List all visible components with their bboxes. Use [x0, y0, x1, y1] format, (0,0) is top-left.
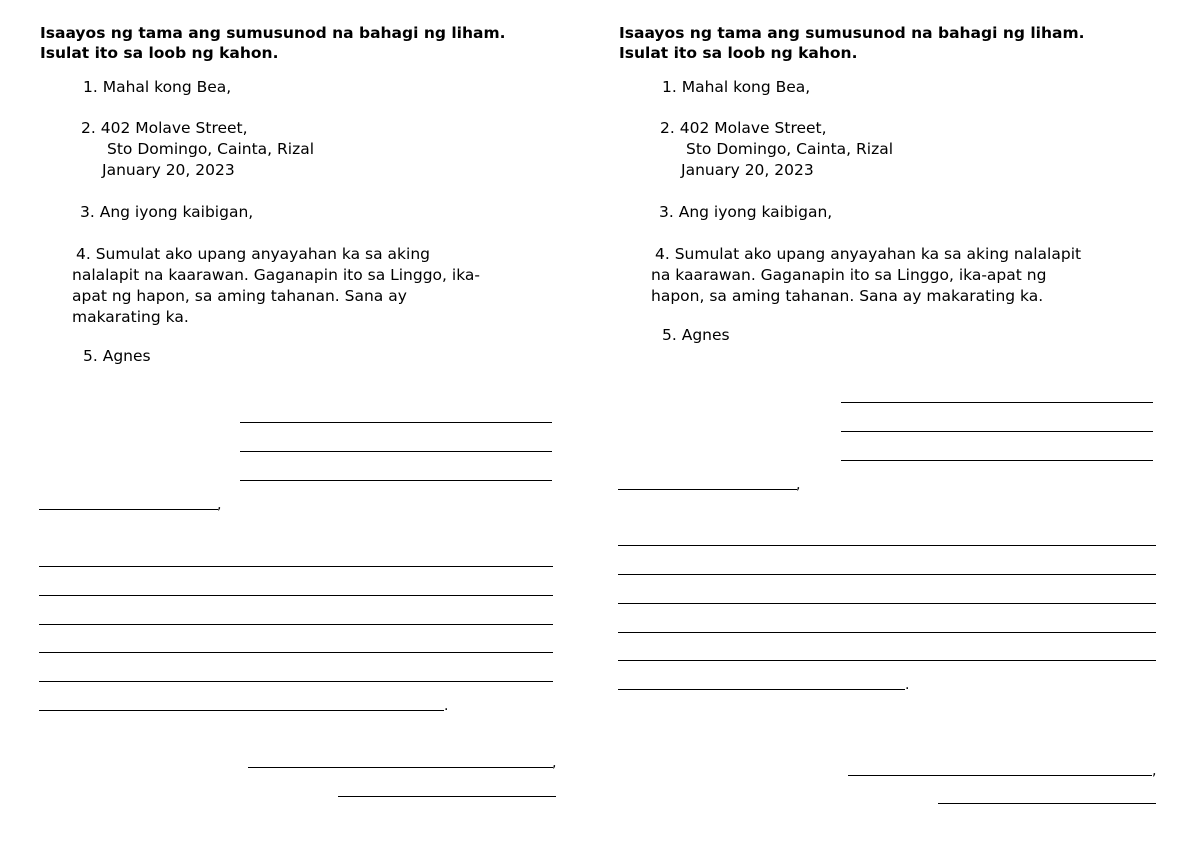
body-blank-1[interactable] [618, 545, 1156, 546]
instruction-line-1: Isaayos ng tama ang sumusunod na bahagi ng liham. [40, 24, 506, 42]
item-body-line-1: 4. Sumulat ako upang anyayahan ka sa aking nalalapit [655, 245, 1082, 263]
item-heading-line-2: Sto Domingo, Cainta, Rizal [686, 140, 894, 158]
item-heading-line-2: Sto Domingo, Cainta, Rizal [107, 140, 315, 158]
body-period: . [444, 698, 449, 714]
body-blank-4[interactable] [39, 652, 553, 653]
item-heading-line-3: January 20, 2023 [681, 161, 814, 179]
item-closing: 3. Ang iyong kaibigan, [659, 203, 833, 221]
instructions [40, 23, 506, 63]
item-body-line-2: na kaarawan. Gaganapin ito sa Linggo, ika-apat ng [651, 266, 1047, 284]
body-blank-3[interactable] [618, 603, 1156, 604]
body-period: . [905, 677, 910, 693]
salutation-blank[interactable] [39, 509, 218, 510]
salutation-blank[interactable] [618, 489, 797, 490]
body-blank-5[interactable] [39, 681, 553, 682]
closing-blank[interactable] [848, 775, 1152, 776]
salutation-comma: , [796, 477, 801, 493]
instruction-line-2: Isulat ito sa loob ng kahon. [619, 44, 858, 62]
closing-comma: , [552, 755, 557, 771]
worksheet-right [579, 0, 1157, 848]
item-body-line-2: nalalapit na kaarawan. Gaganapin ito sa Linggo, ika- [72, 266, 480, 284]
instruction-line-1: Isaayos ng tama ang sumusunod na bahagi ng liham. [619, 24, 1085, 42]
body-blank-5[interactable] [618, 660, 1156, 661]
item-body-line-3: hapon, sa aming tahanan. Sana ay makarating ka. [651, 287, 1044, 305]
item-signature: 5. Agnes [662, 326, 730, 344]
heading-blank-1[interactable] [240, 422, 552, 423]
item-heading-line-1: 2. 402 Molave Street, [660, 119, 827, 137]
item-body-line-4: makarating ka. [72, 308, 189, 326]
item-signature: 5. Agnes [83, 347, 151, 365]
item-heading-line-1: 2. 402 Molave Street, [81, 119, 248, 137]
heading-blank-3[interactable] [841, 460, 1153, 461]
item-body-line-3: apat ng hapon, sa aming tahanan. Sana ay [72, 287, 407, 305]
body-blank-4[interactable] [618, 632, 1156, 633]
salutation-comma: , [217, 497, 222, 513]
body-blank-2[interactable] [39, 595, 553, 596]
signature-blank[interactable] [338, 796, 556, 797]
body-blank-6[interactable] [618, 689, 905, 690]
body-blank-1[interactable] [39, 566, 553, 567]
signature-blank[interactable] [938, 803, 1156, 804]
instruction-line-2: Isulat ito sa loob ng kahon. [40, 44, 279, 62]
item-salutation: 1. Mahal kong Bea, [662, 78, 811, 96]
body-blank-2[interactable] [618, 574, 1156, 575]
body-blank-3[interactable] [39, 624, 553, 625]
heading-blank-1[interactable] [841, 402, 1153, 403]
instructions [619, 23, 1085, 63]
closing-blank[interactable] [248, 767, 553, 768]
item-salutation: 1. Mahal kong Bea, [83, 78, 232, 96]
body-blank-6[interactable] [39, 710, 444, 711]
worksheet-left [0, 0, 560, 848]
item-closing: 3. Ang iyong kaibigan, [80, 203, 254, 221]
heading-blank-3[interactable] [240, 480, 552, 481]
closing-comma: , [1152, 763, 1157, 779]
heading-blank-2[interactable] [240, 451, 552, 452]
item-body-line-1: 4. Sumulat ako upang anyayahan ka sa aking [76, 245, 431, 263]
heading-blank-2[interactable] [841, 431, 1153, 432]
item-heading-line-3: January 20, 2023 [102, 161, 235, 179]
